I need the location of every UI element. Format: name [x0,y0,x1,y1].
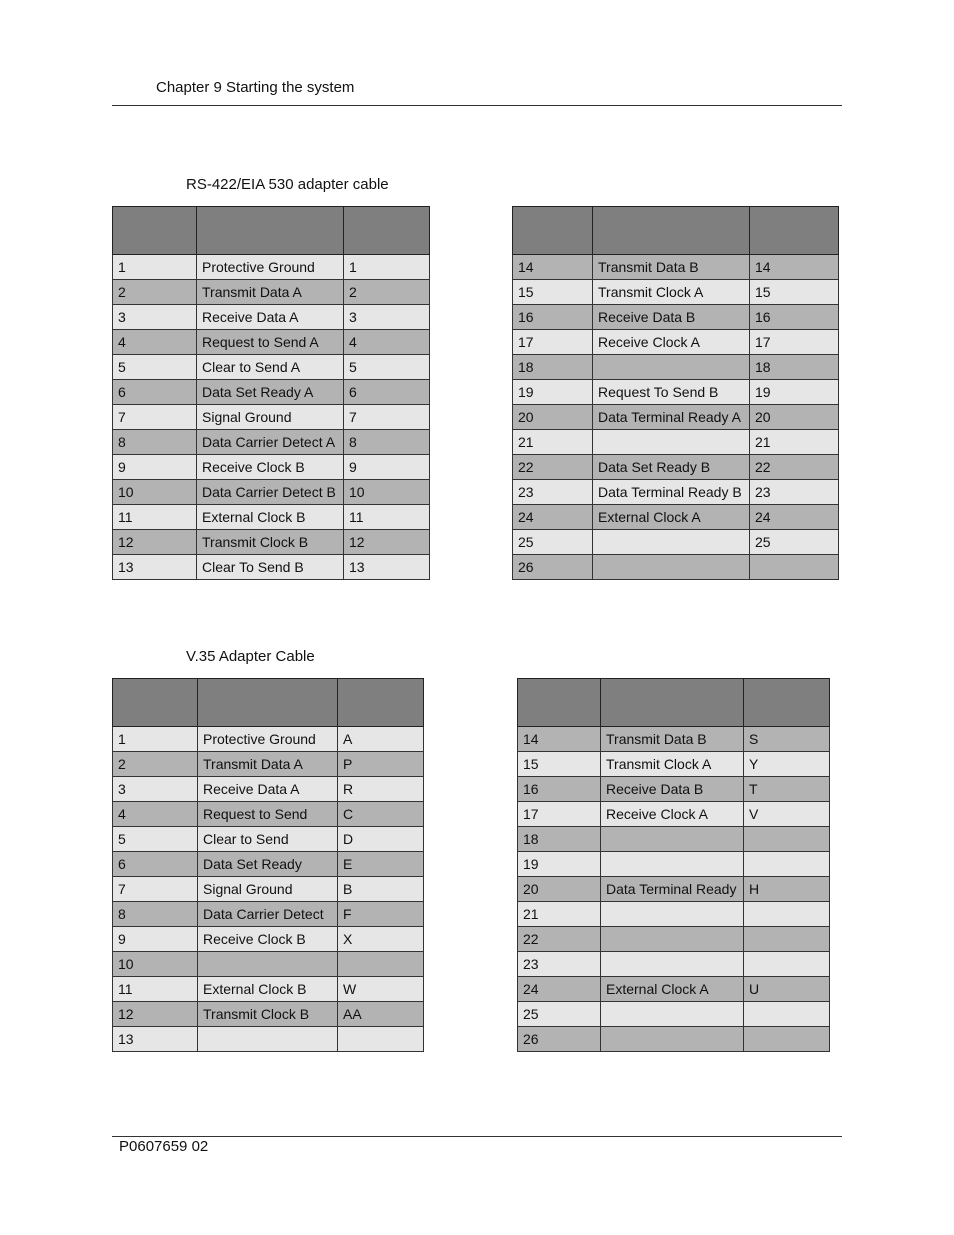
pin-number-cell: 3 [113,777,198,802]
connector-pin-cell: W [338,977,424,1002]
table-row [113,852,424,877]
pin-number-cell: 10 [113,480,197,505]
table-row [513,305,839,330]
signal-name-cell: Data Set Ready A [197,380,344,405]
table-row [113,255,430,280]
signal-name-cell: Signal Ground [197,405,344,430]
connector-pin-cell: E [338,852,424,877]
connector-pin-cell [744,827,830,852]
pin-number-cell: 1 [113,727,198,752]
connector-pin-cell: 3 [344,305,430,330]
pin-number-cell: 7 [113,877,198,902]
signal-name-cell: Request to Send [198,802,338,827]
connector-pin-cell: Y [744,752,830,777]
connector-pin-cell: D [338,827,424,852]
table-row [113,1027,424,1052]
table-row [513,430,839,455]
signal-name-cell: Protective Ground [197,255,344,280]
signal-name-cell: Data Carrier Detect [198,902,338,927]
table-row [518,952,830,977]
signal-name-cell: Transmit Data B [601,727,744,752]
table-row [518,1002,830,1027]
connector-pin-cell: 16 [750,305,839,330]
connector-pin-cell [338,1027,424,1052]
connector-pin-cell: 23 [750,480,839,505]
signal-name-cell: Data Set Ready [198,852,338,877]
pin-number-cell: 8 [113,902,198,927]
connector-pin-cell: 25 [750,530,839,555]
table-row [518,977,830,1002]
table-row [113,802,424,827]
table-row [113,405,430,430]
connector-pin-cell [338,952,424,977]
signal-name-cell: Data Terminal Ready B [593,480,750,505]
signal-name-cell: Protective Ground [198,727,338,752]
pin-number-cell: 15 [513,280,593,305]
connector-pin-cell: 14 [750,255,839,280]
connector-pin-cell: P [338,752,424,777]
table-row [518,802,830,827]
signal-name-cell: Receive Data A [198,777,338,802]
signal-name-cell: Receive Data A [197,305,344,330]
v35-caption: V.35 Adapter Cable [186,648,315,665]
signal-name-cell: External Clock A [593,505,750,530]
pin-number-cell: 6 [113,380,197,405]
signal-name-cell: Transmit Data A [198,752,338,777]
pin-number-cell: 4 [113,330,197,355]
table-row [113,777,424,802]
signal-name-cell [601,827,744,852]
table-row [113,927,424,952]
table-row [518,902,830,927]
connector-pin-cell: 21 [750,430,839,455]
table-row [518,1027,830,1052]
pin-number-cell: 22 [518,927,601,952]
signal-name-cell: Transmit Clock B [197,530,344,555]
table-header-row [113,207,430,255]
v35-table-right [517,678,830,1052]
table-row [518,777,830,802]
table-row [513,405,839,430]
header-rule [112,105,842,106]
signal-name-cell: Receive Data B [593,305,750,330]
pin-number-cell: 25 [518,1002,601,1027]
pin-number-cell: 1 [113,255,197,280]
connector-pin-cell: 12 [344,530,430,555]
pin-number-cell: 13 [113,1027,198,1052]
table-row [113,727,424,752]
connector-pin-cell [744,1027,830,1052]
signal-name-cell [601,1027,744,1052]
signal-name-cell: Request to Send A [197,330,344,355]
signal-name-cell: External Clock A [601,977,744,1002]
pin-number-cell: 14 [518,727,601,752]
table-row [513,555,839,580]
pin-number-cell: 25 [513,530,593,555]
table-header-row [513,207,839,255]
table-row [513,505,839,530]
pin-number-cell: 21 [513,430,593,455]
connector-pin-cell: 2 [344,280,430,305]
signal-name-cell [198,952,338,977]
signal-name-cell: Transmit Data A [197,280,344,305]
table-row [513,480,839,505]
table-row [113,355,430,380]
signal-name-cell: Data Carrier Detect A [197,430,344,455]
table-row [513,330,839,355]
signal-name-cell: Data Set Ready B [593,455,750,480]
table-row [518,752,830,777]
signal-name-cell: Transmit Clock B [198,1002,338,1027]
table-row [113,455,430,480]
connector-pin-cell: A [338,727,424,752]
table-row [518,827,830,852]
pin-number-cell: 17 [513,330,593,355]
signal-name-cell [593,555,750,580]
table-row [518,727,830,752]
connector-pin-cell [744,852,830,877]
connector-pin-cell: 18 [750,355,839,380]
pin-number-cell: 20 [513,405,593,430]
table-row [513,255,839,280]
pin-number-cell: 20 [518,877,601,902]
connector-pin-cell: 24 [750,505,839,530]
signal-name-cell: Clear to Send A [197,355,344,380]
pin-number-cell: 7 [113,405,197,430]
connector-pin-cell: 5 [344,355,430,380]
rs422-table-left [112,206,430,580]
table-row [113,505,430,530]
pin-number-cell: 5 [113,827,198,852]
signal-name-cell: Data Terminal Ready A [593,405,750,430]
pin-number-cell: 21 [518,902,601,927]
connector-pin-cell [744,902,830,927]
connector-pin-cell: 4 [344,330,430,355]
table-row [113,952,424,977]
signal-name-cell: Transmit Clock A [593,280,750,305]
connector-pin-cell: R [338,777,424,802]
table-header-row [518,679,830,727]
footer-rule [112,1136,842,1137]
table-row [113,1002,424,1027]
table-row [113,480,430,505]
table-row [113,380,430,405]
connector-pin-cell: F [338,902,424,927]
table-row [518,927,830,952]
signal-name-cell: Signal Ground [198,877,338,902]
pin-number-cell: 18 [518,827,601,852]
connector-pin-cell: 13 [344,555,430,580]
pin-number-cell: 26 [513,555,593,580]
table-row [113,555,430,580]
pin-number-cell: 17 [518,802,601,827]
table-row [113,305,430,330]
connector-pin-cell: C [338,802,424,827]
signal-name-cell [601,902,744,927]
table-row [518,877,830,902]
table-row [513,380,839,405]
table-row [513,280,839,305]
table-row [513,455,839,480]
pin-number-cell: 11 [113,977,198,1002]
table-row [113,530,430,555]
pin-number-cell: 16 [513,305,593,330]
pin-number-cell: 12 [113,1002,198,1027]
pin-number-cell: 19 [513,380,593,405]
table-row [113,330,430,355]
pin-number-cell: 3 [113,305,197,330]
table-row [113,977,424,1002]
pin-number-cell: 8 [113,430,197,455]
pin-number-cell: 4 [113,802,198,827]
table-row [113,877,424,902]
signal-name-cell [198,1027,338,1052]
pin-number-cell: 18 [513,355,593,380]
pin-number-cell: 9 [113,927,198,952]
connector-pin-cell [744,952,830,977]
signal-name-cell: Data Terminal Ready [601,877,744,902]
connector-pin-cell: X [338,927,424,952]
connector-pin-cell: B [338,877,424,902]
connector-pin-cell: 1 [344,255,430,280]
signal-name-cell: Receive Clock A [601,802,744,827]
signal-name-cell: Receive Clock B [197,455,344,480]
connector-pin-cell: 17 [750,330,839,355]
pin-number-cell: 23 [513,480,593,505]
v35-table-left [112,678,424,1052]
signal-name-cell: Receive Data B [601,777,744,802]
table-row [113,902,424,927]
chapter-header: Chapter 9 Starting the system [156,79,355,96]
pin-number-cell: 13 [113,555,197,580]
signal-name-cell: External Clock B [198,977,338,1002]
signal-name-cell: Transmit Clock A [601,752,744,777]
signal-name-cell [593,355,750,380]
signal-name-cell: External Clock B [197,505,344,530]
doc-number: P0607659 02 [119,1138,209,1155]
connector-pin-cell: V [744,802,830,827]
table-row [513,355,839,380]
signal-name-cell: Clear to Send [198,827,338,852]
connector-pin-cell: 7 [344,405,430,430]
pin-number-cell: 15 [518,752,601,777]
pin-number-cell: 12 [113,530,197,555]
signal-name-cell: Receive Clock B [198,927,338,952]
pin-number-cell: 19 [518,852,601,877]
pin-number-cell: 10 [113,952,198,977]
table-row [113,280,430,305]
connector-pin-cell: H [744,877,830,902]
connector-pin-cell [744,1002,830,1027]
connector-pin-cell [750,555,839,580]
signal-name-cell: Clear To Send B [197,555,344,580]
connector-pin-cell: 20 [750,405,839,430]
signal-name-cell [601,952,744,977]
connector-pin-cell: AA [338,1002,424,1027]
signal-name-cell [601,927,744,952]
connector-pin-cell: 22 [750,455,839,480]
connector-pin-cell: 19 [750,380,839,405]
pin-number-cell: 14 [513,255,593,280]
rs422-caption: RS-422/EIA 530 adapter cable [186,176,389,193]
signal-name-cell: Transmit Data B [593,255,750,280]
signal-name-cell [601,852,744,877]
pin-number-cell: 6 [113,852,198,877]
pin-number-cell: 2 [113,752,198,777]
pin-number-cell: 22 [513,455,593,480]
connector-pin-cell: U [744,977,830,1002]
pin-number-cell: 24 [513,505,593,530]
rs422-table-right [512,206,839,580]
connector-pin-cell: 11 [344,505,430,530]
connector-pin-cell: 8 [344,430,430,455]
pin-number-cell: 26 [518,1027,601,1052]
table-row [518,852,830,877]
connector-pin-cell: T [744,777,830,802]
pin-number-cell: 23 [518,952,601,977]
connector-pin-cell: 6 [344,380,430,405]
signal-name-cell [601,1002,744,1027]
pin-number-cell: 2 [113,280,197,305]
table-row [113,827,424,852]
signal-name-cell: Receive Clock A [593,330,750,355]
pin-number-cell: 24 [518,977,601,1002]
pin-number-cell: 11 [113,505,197,530]
connector-pin-cell [744,927,830,952]
connector-pin-cell: 10 [344,480,430,505]
signal-name-cell: Data Carrier Detect B [197,480,344,505]
table-header-row [113,679,424,727]
pin-number-cell: 16 [518,777,601,802]
table-row [113,430,430,455]
connector-pin-cell: S [744,727,830,752]
pin-number-cell: 5 [113,355,197,380]
connector-pin-cell: 9 [344,455,430,480]
signal-name-cell [593,430,750,455]
connector-pin-cell: 15 [750,280,839,305]
pin-number-cell: 9 [113,455,197,480]
signal-name-cell: Request To Send B [593,380,750,405]
table-row [513,530,839,555]
signal-name-cell [593,530,750,555]
table-row [113,752,424,777]
